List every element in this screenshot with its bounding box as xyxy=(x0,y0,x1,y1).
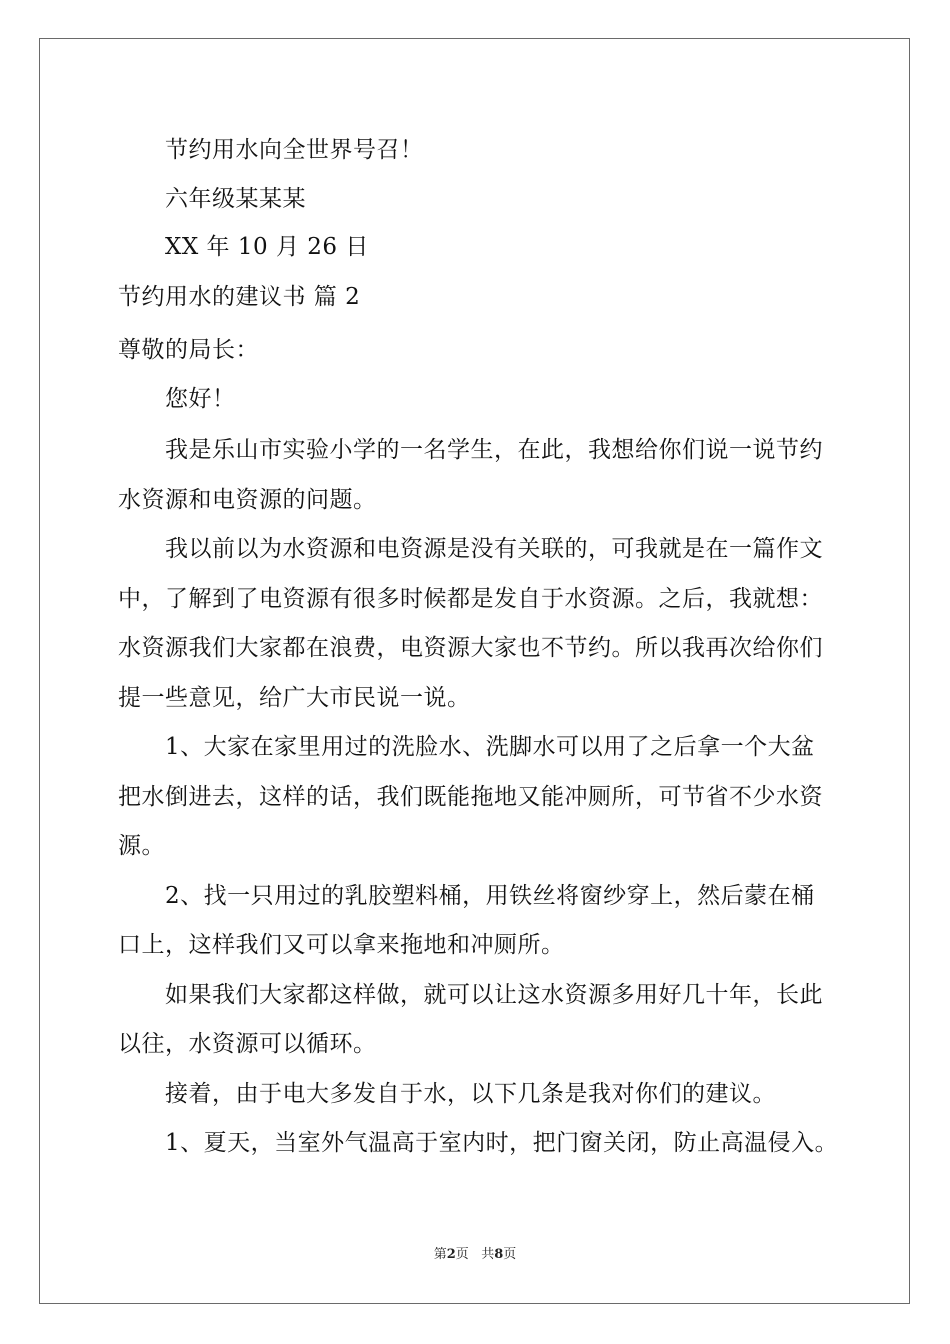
body-line: 以往，水资源可以循环。 xyxy=(118,1031,377,1057)
page-border xyxy=(39,38,910,1304)
body-line: 源。 xyxy=(118,833,165,859)
signature-author: 六年级某某某 xyxy=(165,186,306,212)
body-line: 水资源我们大家都在浪费，电资源大家也不节约。所以我再次给你们 xyxy=(118,635,823,661)
greeting: 您好！ xyxy=(165,386,236,412)
body-line: 接着，由于电大多发自于水，以下几条是我对你们的建议。 xyxy=(165,1081,776,1107)
body-line: 如果我们大家都这样做，就可以让这水资源多用好几十年，长此 xyxy=(165,982,823,1008)
total-suffix: 页 xyxy=(503,1247,517,1262)
body-line: 1、大家在家里用过的洗脸水、洗脚水可以用了之后拿一个大盆 xyxy=(165,734,815,760)
body-line: 把水倒进去，这样的话，我们既能拖地又能冲厕所，可节省不少水资 xyxy=(118,784,823,810)
body-line: 提一些意见，给广大市民说一说。 xyxy=(118,685,471,711)
salutation: 尊敬的局长： xyxy=(118,337,259,363)
section-heading: 节约用水的建议书 篇 2 xyxy=(118,284,361,310)
signature-date: XX 年 10 月 26 日 xyxy=(165,234,369,260)
page-prefix: 第 xyxy=(433,1247,447,1262)
total-pages: 8 xyxy=(494,1247,504,1262)
body-line: 2、找一只用过的乳胶塑料桶，用铁丝将窗纱穿上，然后蒙在桶 xyxy=(165,883,815,909)
body-line: 1、夏天，当室外气温高于室内时，把门窗关闭，防止高温侵入。 xyxy=(165,1130,839,1156)
body-line: 我以前以为水资源和电资源是没有关联的，可我就是在一篇作文 xyxy=(165,536,823,562)
page-number: 2 xyxy=(446,1247,456,1262)
body-line: 水资源和电资源的问题。 xyxy=(118,487,377,513)
closing-slogan: 节约用水向全世界号召！ xyxy=(165,137,424,163)
page-footer xyxy=(0,1247,950,1263)
body-line: 我是乐山市实验小学的一名学生，在此，我想给你们说一说节约 xyxy=(165,437,823,463)
body-line: 中，了解到了电资源有很多时候都是发自于水资源。之后，我就想： xyxy=(118,586,823,612)
total-prefix: 共 xyxy=(481,1247,495,1262)
body-line: 口上，这样我们又可以拿来拖地和冲厕所。 xyxy=(118,932,565,958)
page-suffix: 页 xyxy=(455,1247,469,1262)
